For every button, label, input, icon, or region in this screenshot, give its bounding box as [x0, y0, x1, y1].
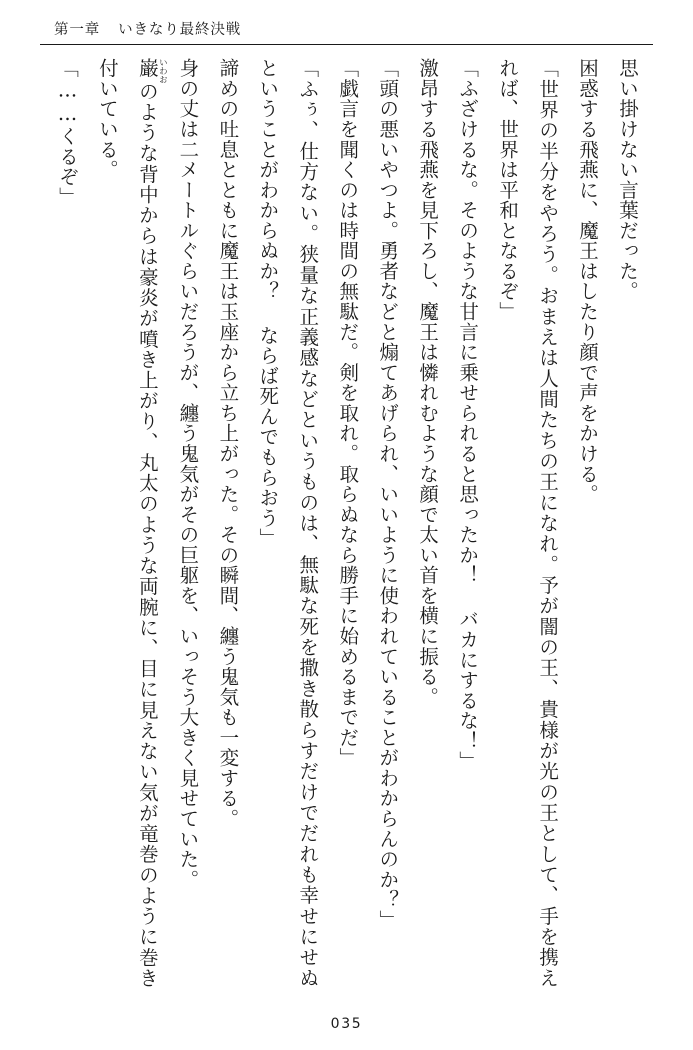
- paragraph: 困惑する飛燕に、魔王はしたり顔で声をかける。: [576, 58, 600, 505]
- paragraph: 身の丈は二メートルぐらいだろうが、纏う鬼気がその巨躯を、いっそう大きく見せていた。: [176, 58, 200, 890]
- chapter-title: いきなり最終決戦: [118, 22, 242, 38]
- paragraph: 「ふぅ、仕方ない。狭量な正義感などというものは、無駄な死を撒き散らすだけでだれも幸せにせぬということがわからぬか？ ならば死んでもらおう」: [256, 58, 320, 988]
- page-number: 035: [330, 1016, 363, 1032]
- paragraph: 「ふざけるな。そのような甘言に乗せられると思ったか！ バカにするな！」: [456, 58, 480, 772]
- paragraph: 諦めの吐息とともに魔王は玉座から立ち上がった。その瞬間、纏う鬼気も一変する。: [216, 58, 240, 829]
- paragraph: 「世界の半分をやろう。おまえは人間たちの王になれ。予が闇の王、貴様が光の王として、手を携えれば、世界は平和となるぞ」: [496, 58, 560, 988]
- ruby-annotation: 巌いわお: [135, 58, 168, 84]
- header-divider: [40, 44, 653, 45]
- paragraph: 思い掛けない言葉だった。: [616, 58, 639, 302]
- paragraph: 激昂する飛燕を見下ろし、魔王は憐れむような顔で太い首を横に振る。: [416, 58, 440, 707]
- paragraph: 「戯言を聞くのは時間の無駄だ。剣を取れ。取らぬなら勝手に始めるまでだ」: [336, 58, 360, 768]
- chapter-number: 第一章: [54, 22, 101, 38]
- body-text: [47, 58, 647, 988]
- running-head: [54, 18, 241, 39]
- paragraph: 巌いわおのような背中からは豪炎が噴き上がり、丸太のような両腕に、目に見えない気が竜巻のように巻き付いている。: [95, 58, 168, 988]
- paragraph: 「……くるぞ」: [55, 58, 79, 207]
- paragraph: 「頭の悪いやつよ。勇者などと煽てあげられ、いいように使われていることがわからんのか？」: [376, 58, 400, 931]
